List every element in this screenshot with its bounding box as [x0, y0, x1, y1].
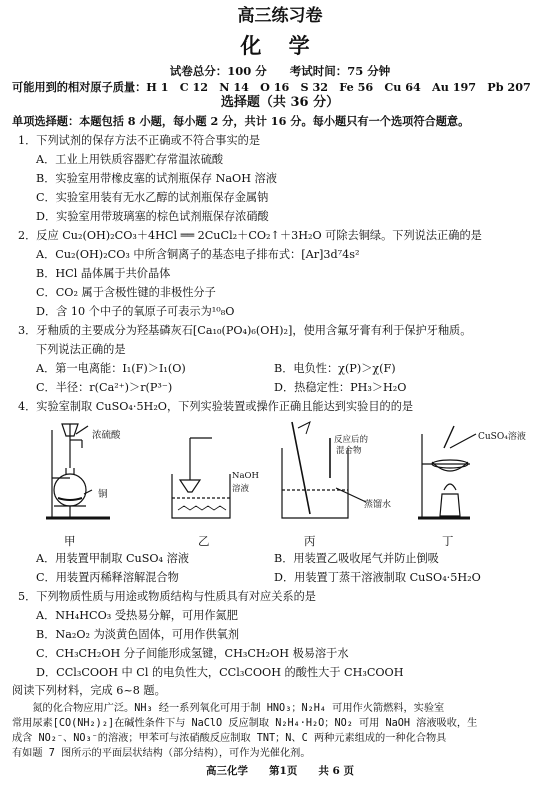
reading-line-3: 成含 NO₂⁻、NO₃⁻的溶液；甲苯可与浓硝酸反应制取 TNT；N、C 两种元素组成的一种化合物具 — [12, 733, 447, 744]
caption-jia: 甲 — [64, 534, 76, 548]
q2-option-a: A．Cu₂(OH)₂CO₃ 中所含铜离子的基态电子排布式：[Ar]3d⁷4s² — [36, 248, 360, 261]
label-cuso4-solution: CuSO₄溶液 — [478, 432, 526, 442]
q1-option-c: C．实验室用装有无水乙醇的试剂瓶保存金属钠 — [36, 191, 269, 204]
q4-option-b: B．用装置乙吸收尾气并防止倒吸 — [274, 552, 439, 565]
q4-option-d: D．用装置丁蒸干溶液制取 CuSO₄·5H₂O — [274, 571, 481, 584]
reading-lead: 阅读下列材料，完成 6~8 题。 — [12, 684, 166, 697]
exam-meta: 试卷总分：100 分 考试时间：75 分钟 — [169, 64, 391, 78]
reading-line-4: 有如题 7 图所示的平面层状结构（部分结构），可作为光催化剂。 — [12, 748, 311, 759]
section-instructions: 单项选择题：本题包括 8 小题，每小题 2 分，共计 16 分。每小题只有一个选项符合题意。 — [12, 114, 470, 128]
q1-option-a: A．工业上用铁质容器贮存常温浓硫酸 — [36, 153, 224, 166]
q2-option-c: C．CO₂ 属于含极性键的非极性分子 — [36, 286, 216, 299]
q1-stem: 1．下列试剂的保存方法不正确或不符合事实的是 — [18, 134, 261, 147]
subject-title: 化 学 — [240, 33, 320, 58]
q2-stem: 2．反应 Cu₂(OH)₂CO₃＋4HCl ══ 2CuCl₂＋CO₂↑＋3H₂O 可除去铜绿。下列说法正确的是 — [18, 229, 482, 242]
q5-stem: 5．下列物质性质与用途或物质结构与性质具有对应关系的是 — [18, 590, 316, 603]
label-copper: 铜 — [98, 489, 108, 500]
caption-ding: 丁 — [442, 534, 454, 548]
q5-option-c: C．CH₃CH₂OH 分子间能形成氢键，CH₃CH₂OH 极易溶于水 — [36, 647, 349, 660]
q5-option-d: D．CCl₃COOH 中 Cl 的电负性大，CCl₃COOH 的酸性大于 CH₃COOH — [36, 666, 404, 679]
q3-option-b: B．电负性：χ(P)＞χ(F) — [274, 362, 396, 375]
caption-bing: 丙 — [304, 534, 316, 548]
label-solution: 溶液 — [232, 484, 250, 494]
label-conc-sulfuric: 浓硫酸 — [92, 430, 121, 441]
apparatus-ding — [418, 426, 476, 518]
q3-option-a: A．第一电离能：I₁(F)＞I₁(O) — [36, 362, 186, 375]
q3-option-c: C．半径：r(Ca²⁺)＞r(P³⁻) — [36, 381, 173, 394]
page-footer: 高三化学 第1页 共 6 页 — [206, 765, 354, 777]
q5-option-b: B．Na₂O₂ 为淡黄色固体，可用作供氧剂 — [36, 628, 240, 641]
q4-option-c: C．用装置丙稀释溶解混合物 — [36, 571, 179, 584]
q4-option-a: A．用装置甲制取 CuSO₄ 溶液 — [36, 552, 189, 565]
q1-option-d: D．实验室用带玻璃塞的棕色试剂瓶保存浓硝酸 — [36, 210, 269, 223]
apparatus-yi — [172, 438, 230, 518]
label-naoh: NaOH — [232, 471, 259, 481]
caption-yi: 乙 — [198, 534, 210, 548]
q5-option-a: A．NH₄HCO₃ 受热易分解，可用作氮肥 — [36, 609, 238, 622]
q2-option-d: D．含 10 个中子的氧原子可表示为¹⁰₈O — [36, 305, 235, 318]
q2-option-b: B．HCl 晶体属于共价晶体 — [36, 267, 171, 280]
q3-stem: 3．牙釉质的主要成分为羟基磷灰石[Ca₁₀(PO₄)₆(OH)₂]，使用含氟牙膏有利于保护牙釉质。 — [18, 324, 472, 337]
atomic-masses: 可能用到的相对原子质量：H 1 C 12 N 14 O 16 S 32 Fe 56 Cu 64 Au 197 Pb 207 — [12, 80, 531, 94]
section-heading: 选择题（共 36 分） — [220, 95, 340, 110]
label-reacted: 反应后的 — [334, 435, 369, 445]
q1-option-b: B．实验室用带橡皮塞的试剂瓶保存 NaOH 溶液 — [36, 172, 277, 185]
reading-line-1: 氮的化合物应用广泛。NH₃ 经一系列氧化可用于制 HNO₃；N₂H₄ 可用作火箭燃料，实验室 — [12, 703, 445, 714]
q4-stem: 4．实验室制取 CuSO₄·5H₂O，下列实验装置或操作正确且能达到实验目的的是 — [18, 400, 414, 413]
q3-stem-cont: 下列说法正确的是 — [36, 343, 126, 356]
q3-option-d: D．热稳定性：PH₃＞H₂O — [274, 381, 407, 394]
label-mixture: 混合物 — [336, 446, 362, 456]
reading-line-2: 常用尿素[CO(NH₂)₂]在碱性条件下与 NaClO 反应制取 N₂H₄·H₂O；NO₂ 可用 NaOH 溶液吸收，生 — [12, 718, 478, 729]
label-distilled-water: 蒸馏水 — [364, 500, 392, 510]
exam-title: 高三练习卷 — [237, 6, 323, 26]
